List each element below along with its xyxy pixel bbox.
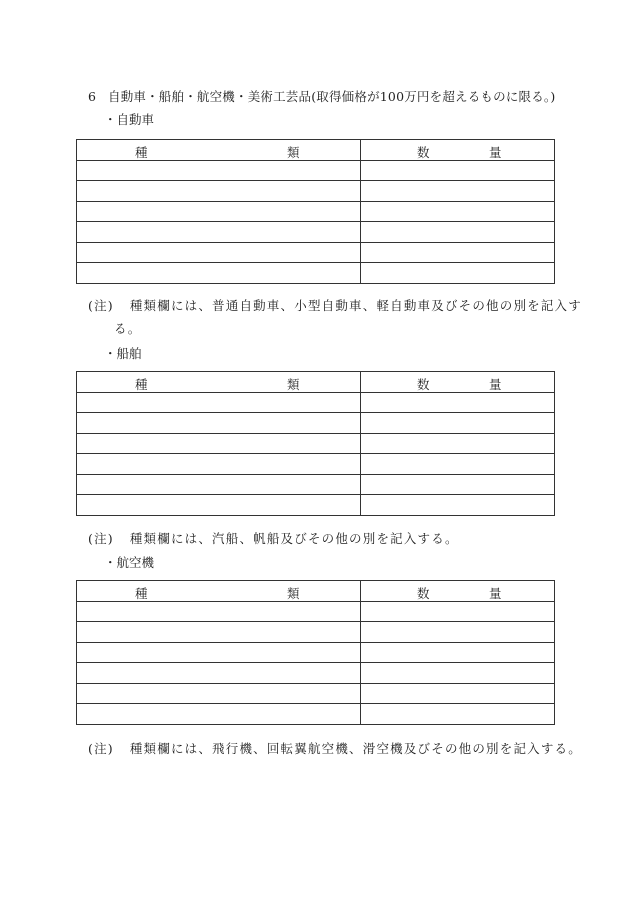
quantity-cell[interactable] [361,683,555,704]
table-header-row [77,140,555,161]
kind-cell[interactable] [77,392,361,413]
table-row [77,392,555,413]
header-kind-char-1: 種 [135,586,148,601]
quantity-cell[interactable] [361,201,555,222]
quantity-cell[interactable] [361,181,555,202]
quantity-cell[interactable] [361,263,555,284]
header-kind [77,581,361,602]
quantity-cell[interactable] [361,160,555,181]
note-continuation: る。 [114,321,142,336]
section-heading [88,87,555,105]
table-row [77,160,555,181]
kind-cell[interactable] [77,474,361,495]
header-qty-char-1: 数 [417,145,430,160]
header-kind-char-2: 類 [287,145,300,160]
table-row [77,433,555,454]
kind-cell[interactable] [77,201,361,222]
table-header-row [77,372,555,393]
table-row [77,683,555,704]
table-row [77,454,555,475]
quantity-cell[interactable] [361,392,555,413]
header-kind [77,140,361,161]
note-prefix: (注) [88,531,114,546]
header-qty-char-2: 量 [489,586,502,601]
quantity-cell[interactable] [361,704,555,725]
header-kind-char-2: 類 [287,377,300,392]
table-row [77,242,555,263]
header-qty-char-1: 数 [417,377,430,392]
note-automobile [88,296,582,314]
table-row [77,474,555,495]
subtitle-automobile: ・自動車 [104,112,155,127]
ship-table [76,371,555,516]
kind-cell[interactable] [77,160,361,181]
table-header-row [77,581,555,602]
kind-cell[interactable] [77,622,361,643]
quantity-cell[interactable] [361,222,555,243]
kind-cell[interactable] [77,683,361,704]
header-qty-char-2: 量 [489,377,502,392]
kind-cell[interactable] [77,642,361,663]
quantity-cell[interactable] [361,663,555,684]
table-row [77,201,555,222]
subtitle-ship: ・船舶 [104,346,142,361]
header-quantity [361,372,555,393]
quantity-cell[interactable] [361,474,555,495]
quantity-cell[interactable] [361,454,555,475]
header-qty-char-2: 量 [489,145,502,160]
note-prefix: (注) [88,741,114,756]
quantity-cell[interactable] [361,242,555,263]
table-row [77,601,555,622]
aircraft-table [76,580,555,725]
table-row [77,642,555,663]
note-prefix: (注) [88,298,114,313]
kind-cell[interactable] [77,222,361,243]
kind-cell[interactable] [77,263,361,284]
note-aircraft [88,739,582,757]
kind-cell[interactable] [77,601,361,622]
quantity-cell[interactable] [361,495,555,516]
table-row [77,222,555,243]
header-quantity [361,581,555,602]
table-row [77,495,555,516]
kind-cell[interactable] [77,181,361,202]
table-row [77,663,555,684]
kind-cell[interactable] [77,413,361,434]
quantity-cell[interactable] [361,601,555,622]
header-kind-char-2: 類 [287,586,300,601]
header-qty-char-1: 数 [417,586,430,601]
quantity-cell[interactable] [361,413,555,434]
kind-cell[interactable] [77,663,361,684]
header-quantity [361,140,555,161]
table-row [77,181,555,202]
section-number: 6 [88,89,97,104]
note-text: 種類欄には、飛行機、回転翼航空機、滑空機及びその他の別を記入する。 [129,741,582,756]
note-ship [88,529,459,547]
quantity-cell[interactable] [361,433,555,454]
note-text: 種類欄には、普通自動車、小型自動車、軽自動車及びその他の別を記入す [129,298,582,313]
table-row [77,704,555,725]
kind-cell[interactable] [77,495,361,516]
header-kind-char-1: 種 [135,145,148,160]
note-text: 種類欄には、汽船、帆船及びその他の別を記入する。 [129,531,459,546]
automobile-table [76,139,555,284]
header-kind [77,372,361,393]
table-row [77,413,555,434]
kind-cell[interactable] [77,454,361,475]
quantity-cell[interactable] [361,642,555,663]
quantity-cell[interactable] [361,622,555,643]
section-heading-text: 自動車・船舶・航空機・美術工芸品(取得価格が100万円を超えるものに限る。) [108,89,556,104]
kind-cell[interactable] [77,433,361,454]
subtitle-aircraft: ・航空機 [104,555,155,570]
kind-cell[interactable] [77,704,361,725]
header-kind-char-1: 種 [135,377,148,392]
table-row [77,263,555,284]
table-row [77,622,555,643]
kind-cell[interactable] [77,242,361,263]
